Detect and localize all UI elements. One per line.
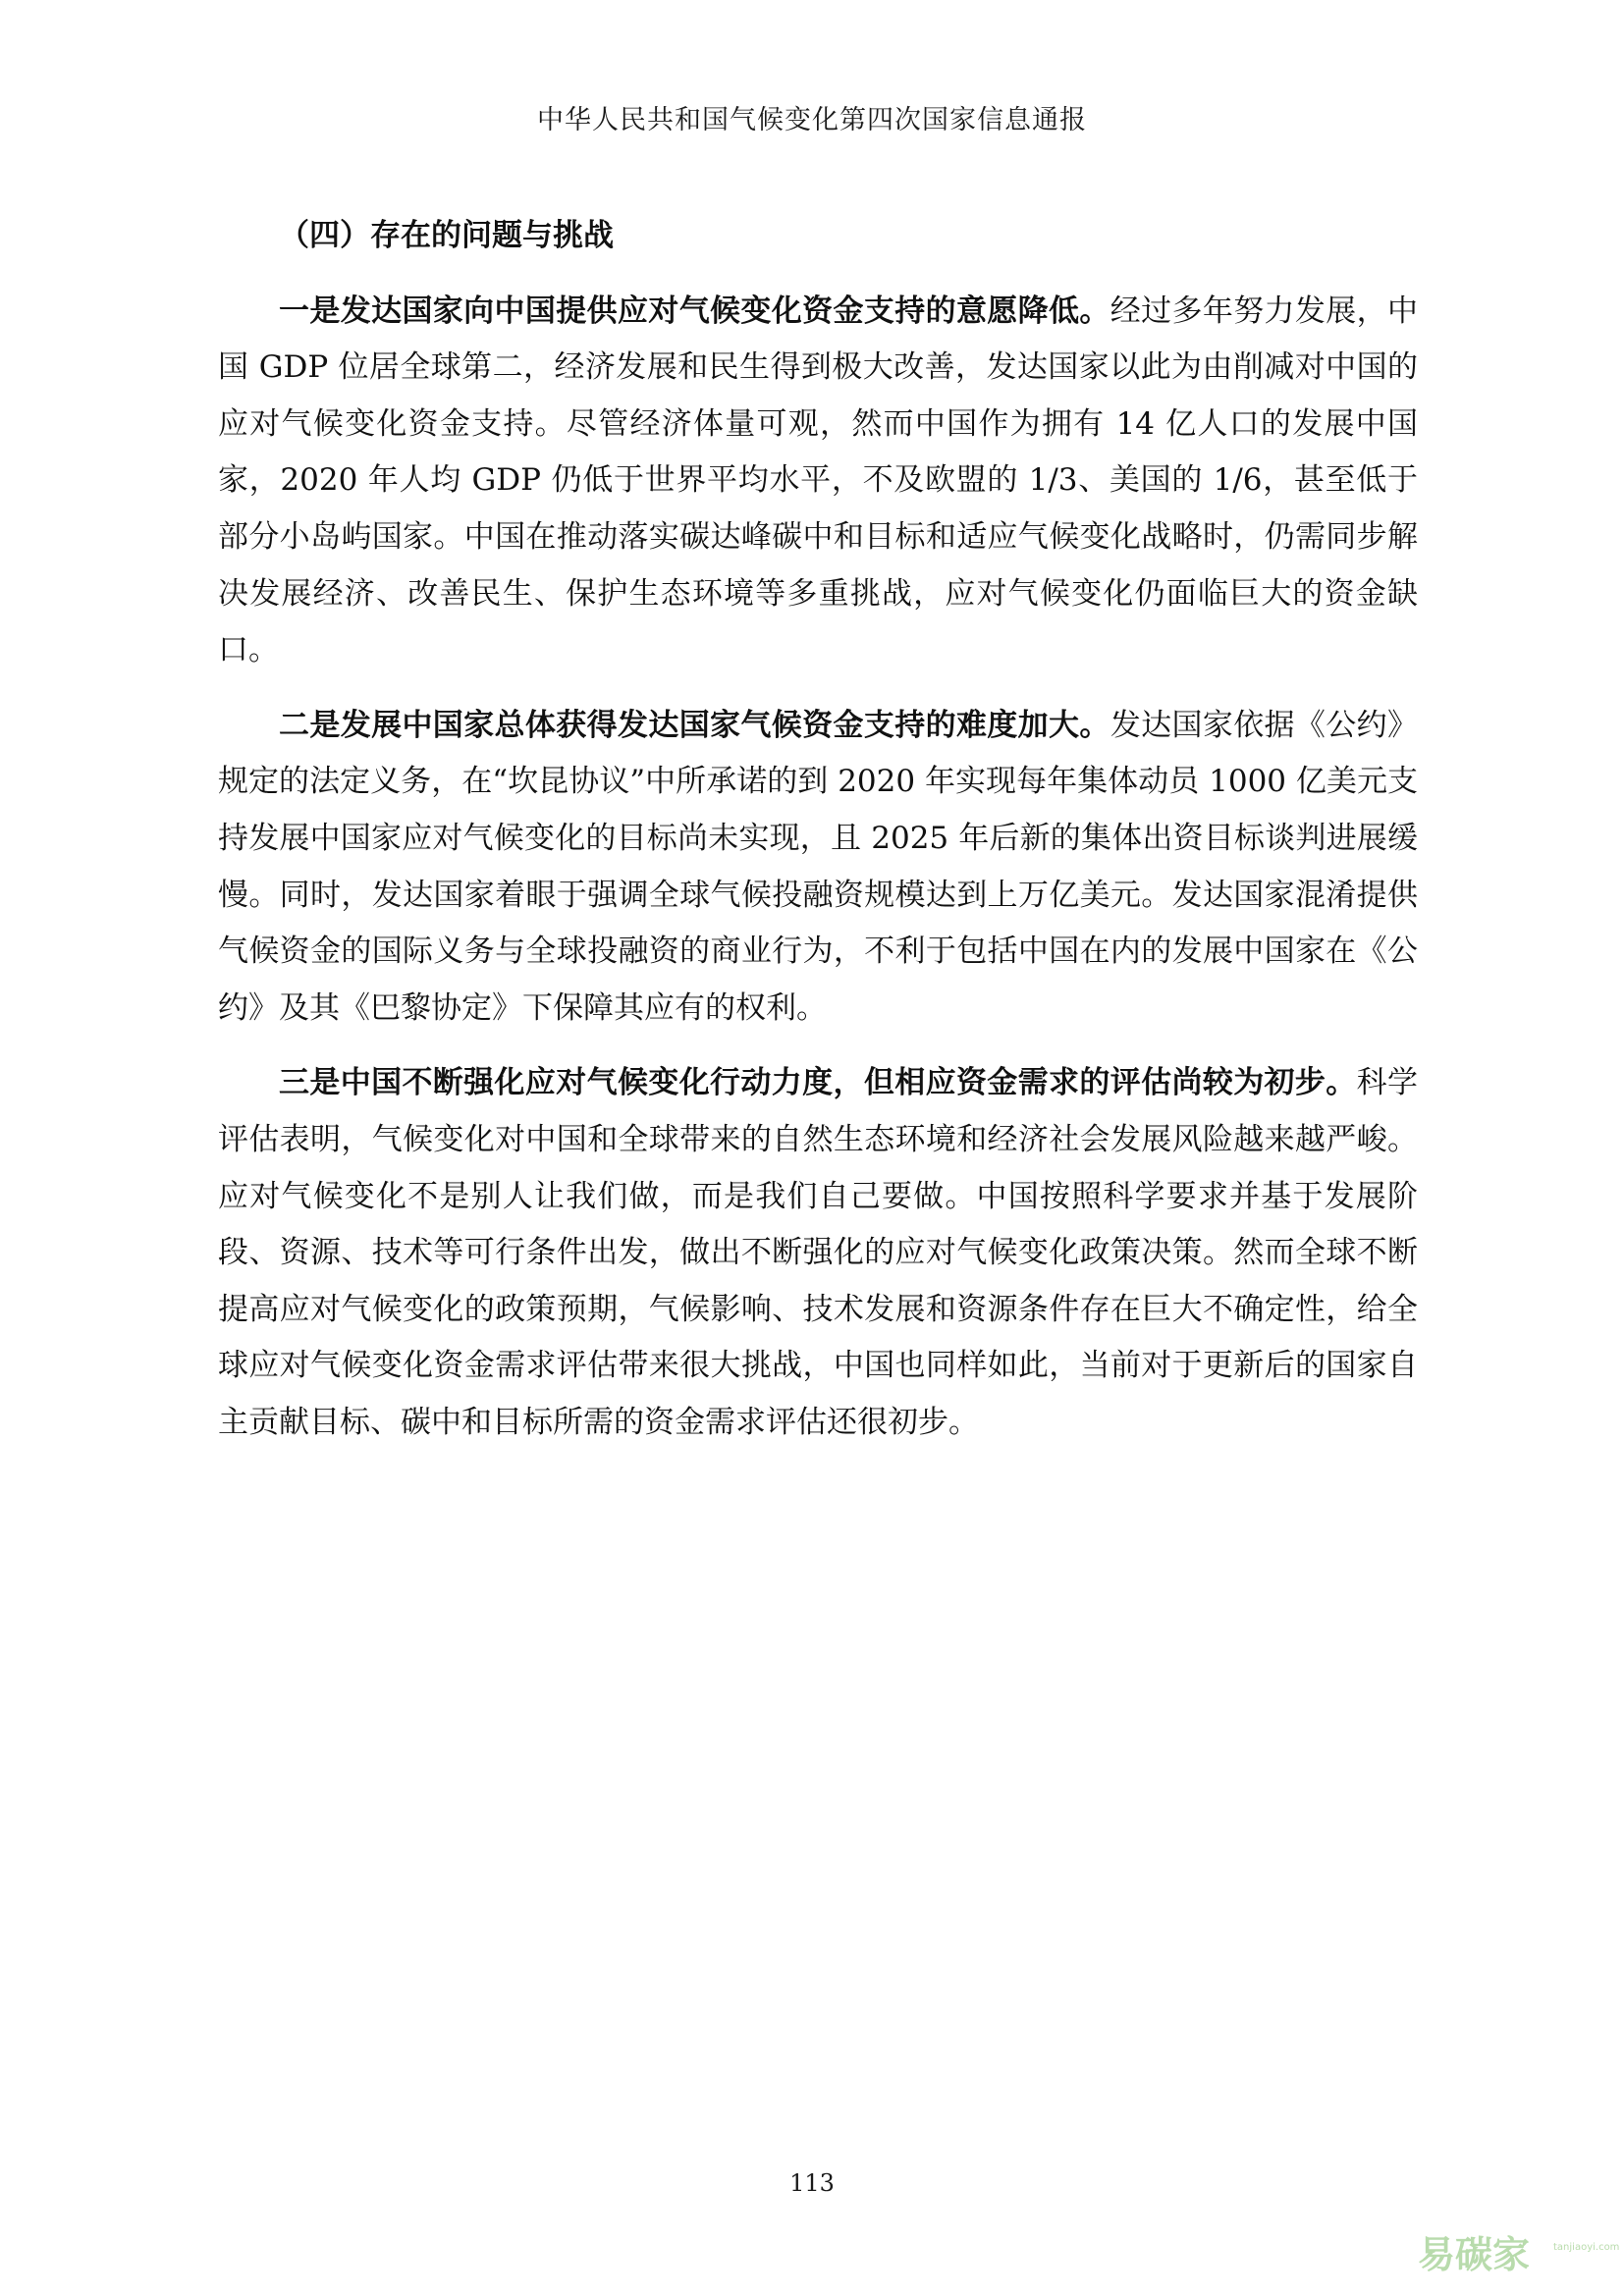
svg-text:tanjiaoyi.com: tanjiaoyi.com	[1553, 2242, 1620, 2253]
section-title: （四）存在的问题与挑战	[279, 218, 614, 253]
paragraph-3	[218, 1055, 1418, 1451]
paragraph-2-lead: 二是发展中国家总体获得发达国家气候资金支持的难度加大。	[279, 707, 1110, 743]
watermark-logo	[1414, 2226, 1620, 2281]
page-body	[218, 208, 1418, 1469]
paragraph-1	[218, 284, 1418, 679]
paragraph-3-body: 科学评估表明，气候变化对中国和全球带来的自然生态环境和经济社会发展风险越来越严峻。应对气候变化不是别人让我们做，而是我们自己要做。中国按照科学要求并基于发展阶段、资源、技术等可行条件出发，做出不断强化的应对气候变化政策决策。然而全球不断提高应对气候变化的政策预期，气候影响、技术发展和资源条件存在巨大不确定性，给全球应对气候变化资金需求评估带来很大挑战，中国也同样如此，当前对于更新后的国家自主贡献目标、碳中和目标所需的资金需求评估还很初步。	[218, 1065, 1419, 1440]
paragraph-1-body: 经过多年努力发展，中国 GDP 位居全球第二，经济发展和民生得到极大改善，发达国家以此为由削减对中国的应对气候变化资金支持。尽管经济体量可观，然而中国作为拥有 14 亿人口的发展中国家，2020 年人均 GDP 仍低于世界平均水平，不及欧盟的 1/3、美国的 1/6，甚至低于部分小岛屿国家。中国在推动落实碳达峰碳中和目标和适应气候变化战略时，仍需同步解决发展经济、改善民生、保护生态环境等多重挑战，应对气候变化仍面临巨大的资金缺口。	[218, 293, 1418, 668]
paragraph-3-lead: 三是中国不断强化应对气候变化行动力度，但相应资金需求的评估尚较为初步。	[279, 1065, 1357, 1101]
watermark-logo-icon	[1414, 2226, 1620, 2281]
paragraph-2	[218, 698, 1418, 1038]
paragraph-2-body: 发达国家依据《公约》规定的法定义务，在“坎昆协议”中所承诺的到 2020 年实现每年集体动员 1000 亿美元支持发展中国家应对气候变化的目标尚未实现，且 2025 年后新的集体出资目标谈判进展缓慢。同时，发达国家着眼于强调全球气候投融资规模达到上万亿美元。发达国家混淆提供气候资金的国际义务与全球投融资的商业行为，不利于包括中国在内的发展中国家在《公约》及其《巴黎协定》下保障其应有的权利。	[218, 707, 1418, 1026]
svg-text:易碳家: 易碳家	[1418, 2233, 1531, 2276]
paragraph-1-lead: 一是发达国家向中国提供应对气候变化资金支持的意愿降低。	[279, 293, 1110, 329]
page-number: 113	[789, 2169, 835, 2197]
running-header: 中华人民共和国气候变化第四次国家信息通报	[537, 105, 1087, 135]
